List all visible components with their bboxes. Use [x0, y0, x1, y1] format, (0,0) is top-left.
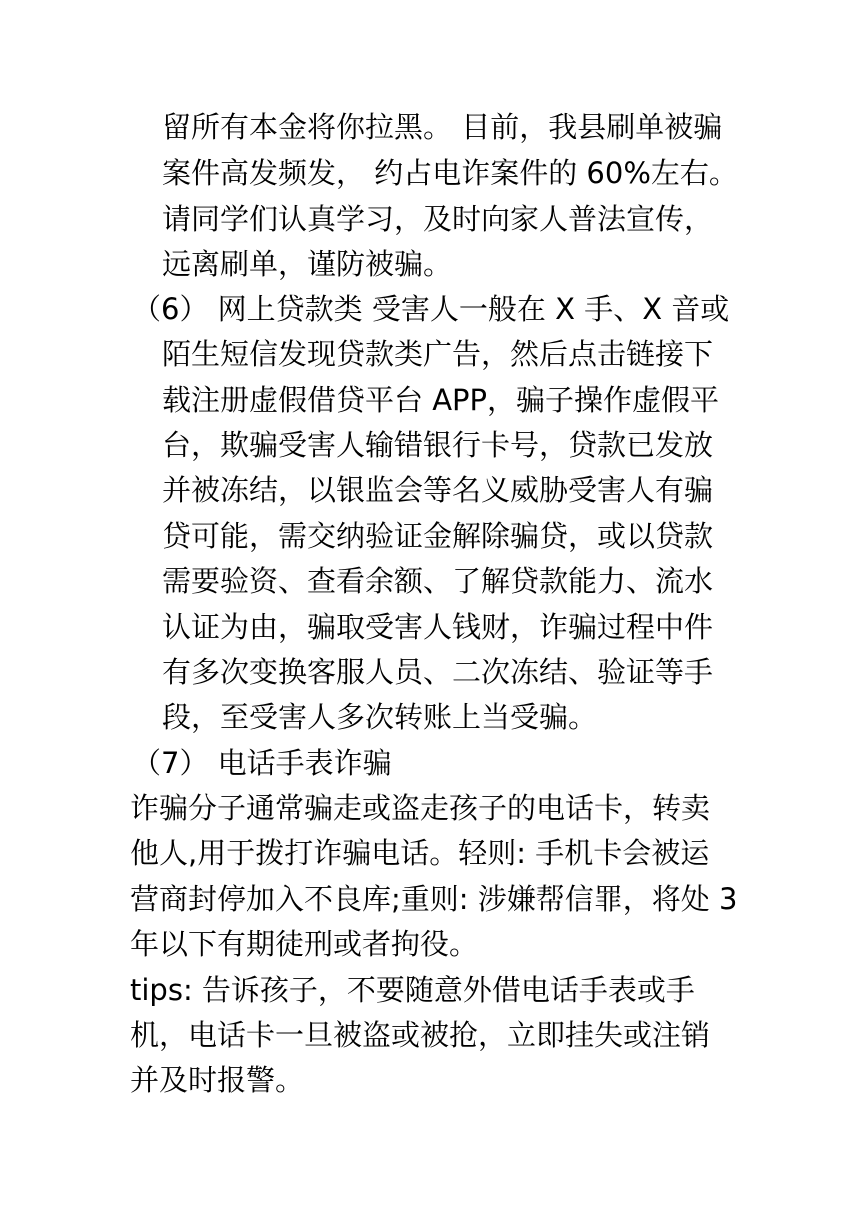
text-line: 并被冻结，以银监会等名义威胁受害人有骗 [162, 473, 714, 507]
text-line: 陌生短信发现贷款类广告，然后点击链接下 [162, 337, 714, 371]
text-line: 留所有本金将你拉黑。 目前，我县刷单被骗 [162, 110, 723, 144]
section-heading-7: （7） 电话手表诈骗 [132, 746, 392, 780]
text-line: 他人,用于拨打诈骗电话。轻则: 手机卡会被运 [130, 836, 710, 870]
text-line: 案件高发频发， 约占电诈案件的 60%左右。 [162, 156, 738, 190]
text-line: 段，至受害人多次转账上当受骗。 [162, 700, 598, 734]
text-line: 并及时报警。 [130, 1063, 305, 1097]
text-line: 年以下有期徒刑或者拘役。 [130, 927, 479, 961]
text-line: 台，欺骗受害人输错银行卡号，贷款已发放 [162, 428, 714, 462]
section-heading-6: （6） 网上贷款类 受害人一般在 X 手、X 音或 [132, 292, 730, 326]
text-line: 请同学们认真学习，及时向家人普法宣传， [162, 202, 714, 236]
text-line: 认证为由，骗取受害人钱财，诈骗过程中件 [162, 610, 714, 644]
text-line: 贷可能，需交纳验证金解除骗贷，或以贷款 [162, 519, 714, 553]
text-line: 机，电话卡一旦被盗或被抢，立即挂失或注销 [130, 1018, 711, 1052]
text-line: 营商封停加入不良库;重则: 涉嫌帮信罪，将处 3 [130, 882, 738, 916]
text-line: 有多次变换客服人员、二次冻结、验证等手 [162, 655, 714, 689]
text-line: 诈骗分子通常骗走或盗走孩子的电话卡，转卖 [130, 791, 711, 825]
text-line: 载注册虚假借贷平台 APP，骗子操作虚假平 [162, 383, 720, 417]
text-line: 远离刷单，谨防被骗。 [162, 247, 453, 281]
tips-line: tips: 告诉孩子，不要随意外借电话手表或手 [130, 973, 695, 1007]
text-line: 需要验资、查看余额、了解贷款能力、流水 [162, 564, 714, 598]
